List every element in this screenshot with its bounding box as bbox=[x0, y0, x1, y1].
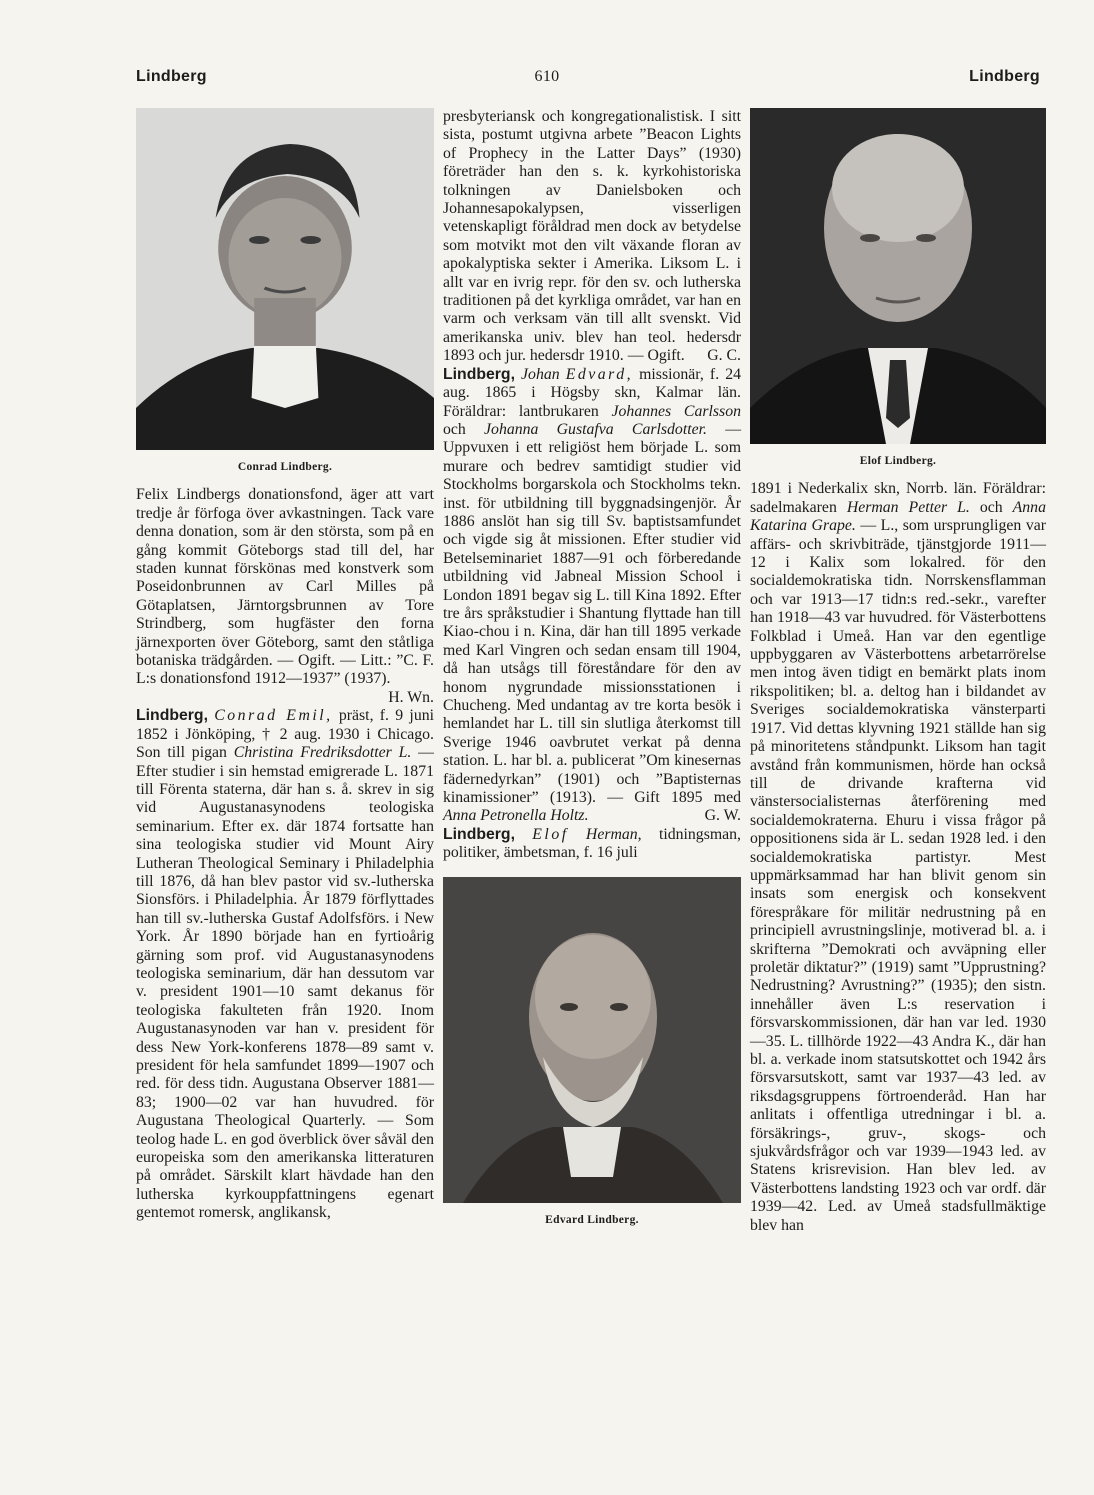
conrad-lindberg-portrait bbox=[136, 108, 434, 450]
felix-fond-paragraph: Felix Lindbergs donationsfond, äger att vart tredje år förfoga över avkastningen. Tack vare denna donation, som är den största, som på en gång kommit Göteborgs stad till del, har staden kunnat förskönas med konstverk som Poseidonbrunnen av Carl Milles på Götaplatsen, Järntorgsbrunnen av Tore Strindberg, som hugfäster den forna järnexporten över Göteborg, samt den ståtliga botaniska trädgården. — Ogift. — Litt.: ”C. F. L:s donationsfond 1912—1937” (1937). H. Wn. bbox=[136, 486, 434, 706]
edvard-lindberg-portrait bbox=[443, 877, 741, 1203]
signature-gw: G. W. bbox=[704, 807, 741, 825]
entry-head: Lindberg, bbox=[443, 825, 515, 843]
column-2 bbox=[443, 108, 741, 1239]
running-head-left: Lindberg bbox=[136, 68, 207, 85]
running-head-right: Lindberg bbox=[969, 68, 1040, 85]
johan-edvard-lindberg-entry: Lindberg, Johan Edvard, missionär, f. 24 aug. 1865 i Högsby skn, Kalmar län. Föräldrar: lantbrukaren Johannes Carlsson och Johanna Gustafva Carlsdotter. — Uppvuxen i ett religiöst hem började L. som murare och bedrev samtidigt studier vid Stockholms borgarskola och Stockholms tekn. inst. för utbildning till byggnadsingenjör. År 1886 anslöt han sig till Sv. baptistsamfundet och vigde sig åt missionen. Efter studier vid Betelseminariet 1887—91 och förberedande utbildning vid Jabneal Mission School i London 1891 begav sig L. till Kina 1892. Efter tre års språkstudier i Shantung flyttade han till Kiao-chou i n. Kina, där han till 1895 verkade med Karl Vingren och sedan ensam till 1904, då han utsågs till föreståndare för den av honom nygrundade missionsstationen i Chucheng. Med undantag av tre korta besök i hemlandet har L. till sin slutliga återkomst till Sverige 1946 oavbrutet verkat på denna station. L. har bl. a. publicerat ”Om kinesernas fädernedyrkan” (1901) och ”Baptisternas kinamissioner” (1913). — Gift 1895 med Anna Petronella Holtz. G. W. bbox=[443, 365, 741, 825]
column-1 bbox=[136, 108, 434, 1223]
edvard-lindberg-caption: Edvard Lindberg. bbox=[545, 1213, 639, 1226]
conrad-lindberg-caption: Conrad Lindberg. bbox=[237, 461, 333, 473]
signature-hwn: H. Wn. bbox=[388, 688, 434, 706]
elof-lindberg-portrait bbox=[750, 108, 1046, 444]
page-number: 610 bbox=[534, 68, 560, 85]
entry-head: Lindberg, bbox=[136, 707, 208, 725]
column-3 bbox=[750, 108, 1046, 1235]
elof-herman-lindberg-entry-cont: 1891 i Nederkalix skn, Norrb. län. Föräldrar: sadelmakaren Herman Petter L. och Anna Katarina Grape. — L., som ursprungligen var affärs- och skrivbiträde, tjänstgjorde 1911—12 i Kalix som lokalred. för den socialdemokratiska tidn. Norrskensflamman och var 1913—17 tidn:s red.-sekr., varefter han 1918—43 var huvudred. för Västerbottens Folkblad i Umeå. Han var den egentlige uppbyggaren av Västerbottens arbetarrörelse men intog även tidigt en bemärkt plats inom rikspolitiken; bl. a. deltog han i bildandet av Sveriges socialdemokratiska vänsterparti 1917. Vid dettas klyvning 1921 ställde han sig på minoritetens ståndpunkt. Liksom han tagit avstånd från kommunismen, hörde han också till de drivande krafterna vid vänstersocialisternas återförening med socialdemokraterna. Ehuru i vissa frågor på oppositionens sida är L. sedan 1928 led. i den socialdemokratiska partistyr. Mest uppmärksammad har han blivit genom sin insats som energisk och konsekvent förespråkare för militär nedrustning på en principiell avrustningslinje, motiverad bl. a. i skrifterna ”Demokrati och avväpning eller proletär diktatur?” (1919) samt ”Upprustning? Nedrustning? Avrustning?” (1935); den sistn. innehåller även L:s reservation i försvarskommissionen, där han var led. 1930—35. L. tillhörde 1922—43 Andra K., där han bl. a. verkade inom statsutskottet och 1942 års försvarsutskott, samt var 1937—43 led. av riksdagsgruppens förtroenderåd. Han har anlitats i offentliga utredningar i bl. a. försäkrings-, gruv-, skogs- och sjukvårdsfrågor och var 1939—1943 led. av Statens krisrevision. Han blev led. av Västerbottens landsting 1923 och var ordf. där 1939—42. Led. av Umeå stadsfullmäktige blev han bbox=[750, 480, 1046, 1234]
conrad-lindberg-entry-cont: presbyteriansk och kongregationalistisk. I sitt sista, postumt utgivna arbete ”Beacon Lights of Prophecy in the Latter Days” (1930) företräder han den s. k. kyrkohistoriska tolkningen av Danielsboken och Johannesapokalypsen, visserligen vetenskapligt föråldrad men dock av betydelse som motvikt mot den vilt växande floran av apokalyptiska sekter i Amerika. Liksom L. i allt var en ivrig repr. för den sv. och lutherska traditionen på det kyrkliga området, var han en varm och verksam vän till allt svenskt. Vid amerikanska univ. blev han teol. hedersdr 1893 och jur. hedersdr 1910. — Ogift. G. C. bbox=[443, 108, 741, 365]
signature-gc: G. C. bbox=[707, 347, 741, 365]
elof-lindberg-caption: Elof Lindberg. bbox=[859, 455, 937, 467]
conrad-lindberg-entry: Lindberg, Conrad Emil, präst, f. 9 juni 1852 i Jönköping, † 2 aug. 1930 i Chicago. Son till pigan Christina Fredriksdotter L. — Efter studier i sin hemstad emigrerade L. 1871 till Förenta staterna, där han s. å. skrev in sig vid Augustanasynodens teologiska seminarium. Efter ex. där 1874 fortsatte han sina teologiska studier vid Mount Airy Lutheran Theological Seminary i Philadelphia till 1876, då han blev pastor vid sv.-lutherska Sionsförs. i Philadelphia. År 1879 förflyttades han till sv.-lutherska Gustaf Adolfsförs. i New York. År 1890 började han en fyrtioårig gärning som prof. vid Augustanasynodens teologiska seminarium, där han dessutom var v. president 1901—10 samt dekanus för teologiska fakulteten från 1920. Inom Augustanasynoden var han v. president för dess New York-konferens 1878—89 samt v. president för hela samfundet 1899—1907 och red. för dess tidn. Augustana Observer 1881—83; 1900—02 var han huvudred. för Augustana Theological Quarterly. — Som teolog hade L. en god överblick över såväl den europeiska som den amerikanska litteraturen på området. Särskilt klart hävdade han den lutherska kyrkouppfattningens egenart gentemot romersk, anglikansk, bbox=[136, 707, 435, 1222]
elof-herman-lindberg-entry: Lindberg, Elof Herman, tidningsman, politiker, ämbetsman, f. 16 juli bbox=[443, 825, 741, 862]
entry-head: Lindberg, bbox=[443, 365, 515, 383]
